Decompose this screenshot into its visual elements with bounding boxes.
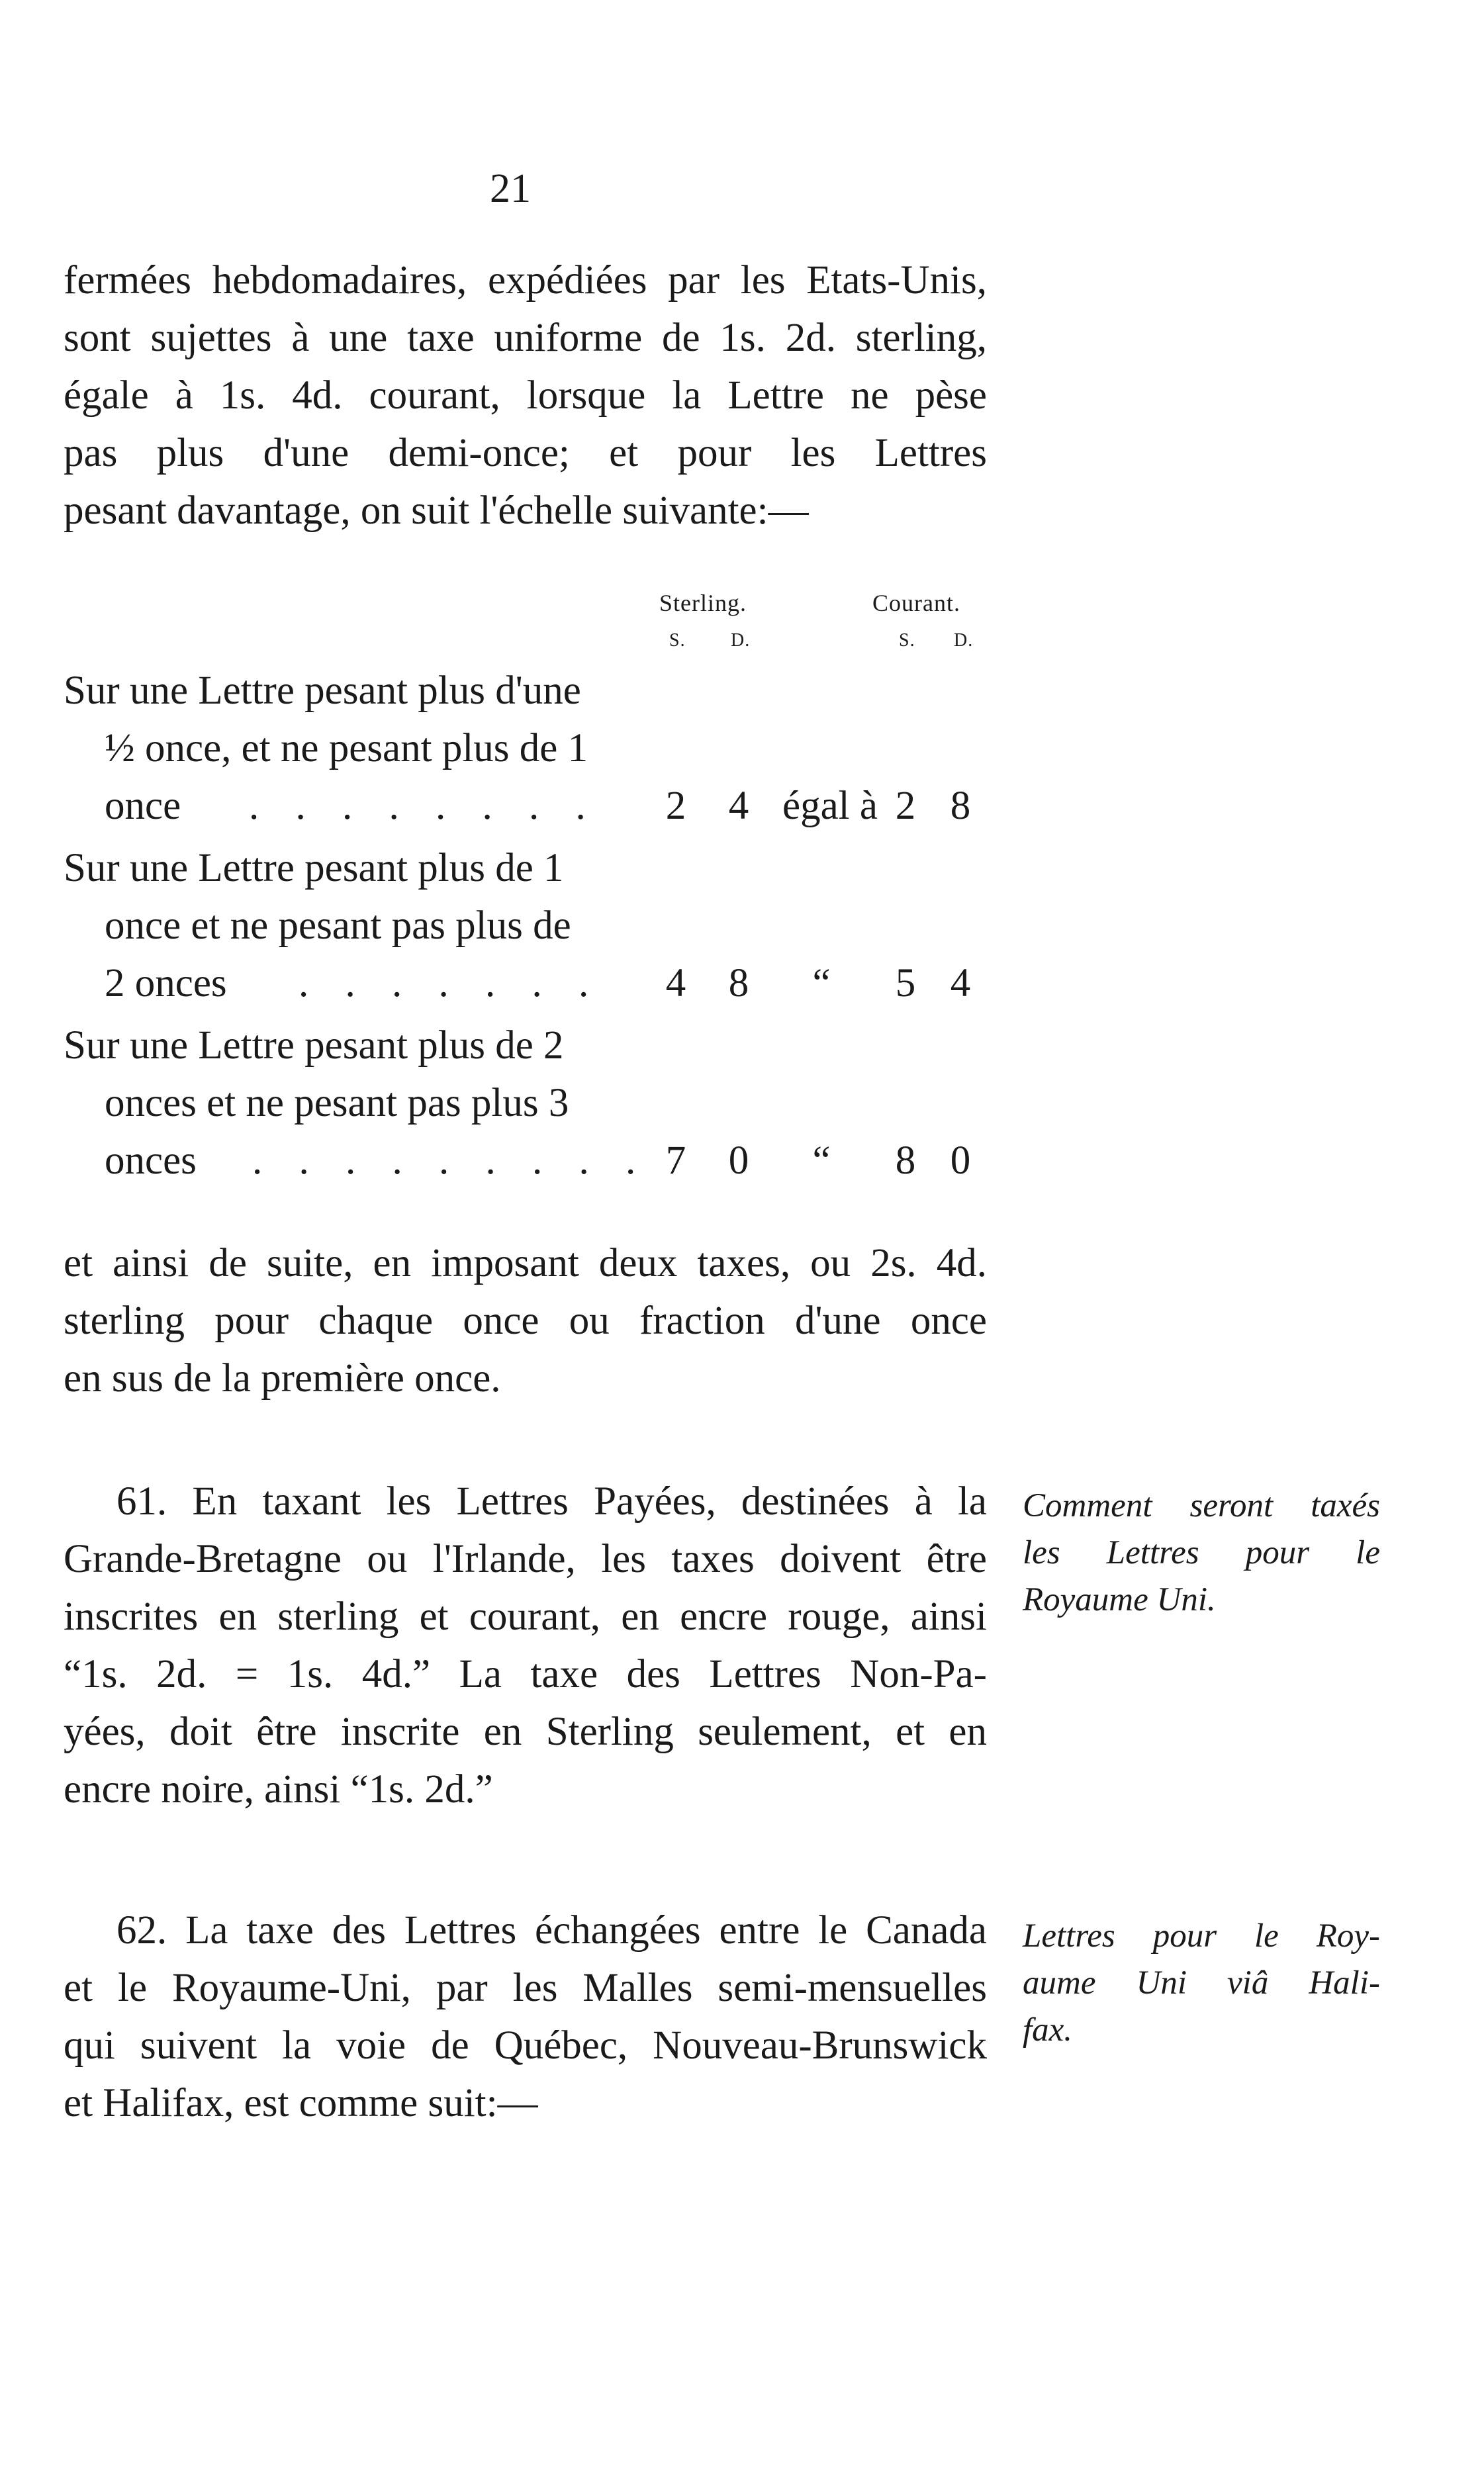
text-line: inscrites en sterling et courant, en encre rouge, ainsi — [64, 1594, 987, 1639]
ditto-mark: “ — [812, 1138, 831, 1183]
intro-paragraph — [64, 252, 987, 539]
text-line: et le Royaume-Uni, par les Malles semi-mensuelles — [64, 1966, 987, 2010]
leader-dots: . . . . . . . . . — [252, 1138, 649, 1183]
rate-row-1-text: once — [105, 784, 181, 828]
text-line: et ainsi de suite, en imposant deux taxes, ou 2s. 4d. — [64, 1241, 987, 1285]
margin-note-line: Lettres pour le Roy- — [1023, 1917, 1380, 1955]
rate-row-1-text: ½ once, et ne pesant plus de 1 — [105, 726, 588, 770]
text-line: qui suivent la voie de Québec, Nouveau-Brunswick — [64, 2023, 987, 2068]
text-line: en sus de la première once. — [64, 1356, 501, 1401]
section-61-paragraph — [64, 1473, 987, 1818]
equivalence-label: égal à — [782, 784, 878, 828]
rate-row-3-text: Sur une Lettre pesant plus de 2 — [64, 1023, 564, 1068]
text-line: Grande-Bretagne ou l'Irlande, les taxes doivent être — [64, 1537, 987, 1581]
text-line: 61. En taxant les Lettres Payées, destinées à la — [116, 1479, 987, 1524]
section-61-margin-note — [1023, 1483, 1380, 1624]
courant-pence: 0 — [950, 1138, 971, 1183]
after-table-paragraph — [64, 1234, 987, 1407]
text-line: yées, doit être inscrite en Sterling seulement, et en — [64, 1710, 987, 1754]
text-line: encre noire, ainsi “1s. 2d.” — [64, 1767, 493, 1812]
courant-pence: 8 — [950, 784, 971, 828]
rate-table — [64, 582, 990, 1191]
text-line: fermées hebdomadaires, expédiées par les Etats-Unis, — [64, 258, 987, 302]
text-line: égale à 1s. 4d. courant, lorsque la Lettre ne pèse — [64, 373, 987, 418]
unit-header-sterling-d: D. — [731, 630, 751, 651]
text-line: pesant davantage, on suit l'échelle suivante:— — [64, 488, 809, 533]
sterling-shillings: 4 — [665, 961, 686, 1005]
courant-shillings: 8 — [895, 1138, 916, 1183]
sterling-shillings: 2 — [665, 784, 686, 828]
leader-dots: . . . . . . . . — [249, 784, 599, 828]
text-line: pas plus d'une demi-once; et pour les Lettres — [64, 431, 987, 475]
page-number: 21 — [490, 166, 531, 211]
margin-note-line: aume Uni viâ Hali- — [1023, 1964, 1380, 2002]
courant-shillings: 5 — [895, 961, 916, 1005]
text-line: et Halifax, est comme suit:— — [64, 2081, 538, 2125]
sterling-shillings: 7 — [665, 1138, 686, 1183]
margin-note-line: Royaume Uni. — [1023, 1581, 1216, 1618]
text-line: “1s. 2d. = 1s. 4d.” La taxe des Lettres Non-Pa- — [64, 1652, 987, 1696]
rate-row-1-text: Sur une Lettre pesant plus d'une — [64, 668, 581, 713]
text-line: 62. La taxe des Lettres échangées entre le Canada — [116, 1908, 987, 1953]
sterling-pence: 0 — [728, 1138, 749, 1183]
rate-row-2-text: 2 onces — [105, 961, 227, 1005]
column-header-courant: Courant. — [872, 590, 960, 616]
unit-header-sterling-s: S. — [669, 630, 686, 651]
courant-pence: 4 — [950, 961, 971, 1005]
sterling-pence: 4 — [728, 784, 749, 828]
rate-row-3-text: onces — [105, 1138, 197, 1183]
rate-row-2-text: once et ne pesant pas plus de — [105, 903, 571, 948]
unit-header-courant-s: S. — [899, 630, 915, 651]
rate-row-2-text: Sur une Lettre pesant plus de 1 — [64, 846, 564, 890]
text-line: sterling pour chaque once ou fraction d'une once — [64, 1299, 987, 1343]
unit-header-courant-d: D. — [954, 630, 974, 651]
courant-shillings: 2 — [895, 784, 916, 828]
margin-note-line: les Lettres pour le — [1023, 1534, 1380, 1571]
section-62-margin-note — [1023, 1913, 1380, 2054]
leader-dots: . . . . . . . — [299, 961, 602, 1005]
sterling-pence: 8 — [728, 961, 749, 1005]
margin-note-line: Comment seront taxés — [1023, 1487, 1380, 1524]
margin-note-line: fax. — [1023, 2011, 1073, 2049]
column-header-sterling: Sterling. — [659, 590, 747, 616]
rate-row-3-text: onces et ne pesant pas plus 3 — [105, 1081, 569, 1125]
text-line: sont sujettes à une taxe uniforme de 1s. 2d. sterling, — [64, 316, 987, 360]
ditto-mark: “ — [812, 961, 831, 1005]
section-62-paragraph — [64, 1902, 987, 2132]
